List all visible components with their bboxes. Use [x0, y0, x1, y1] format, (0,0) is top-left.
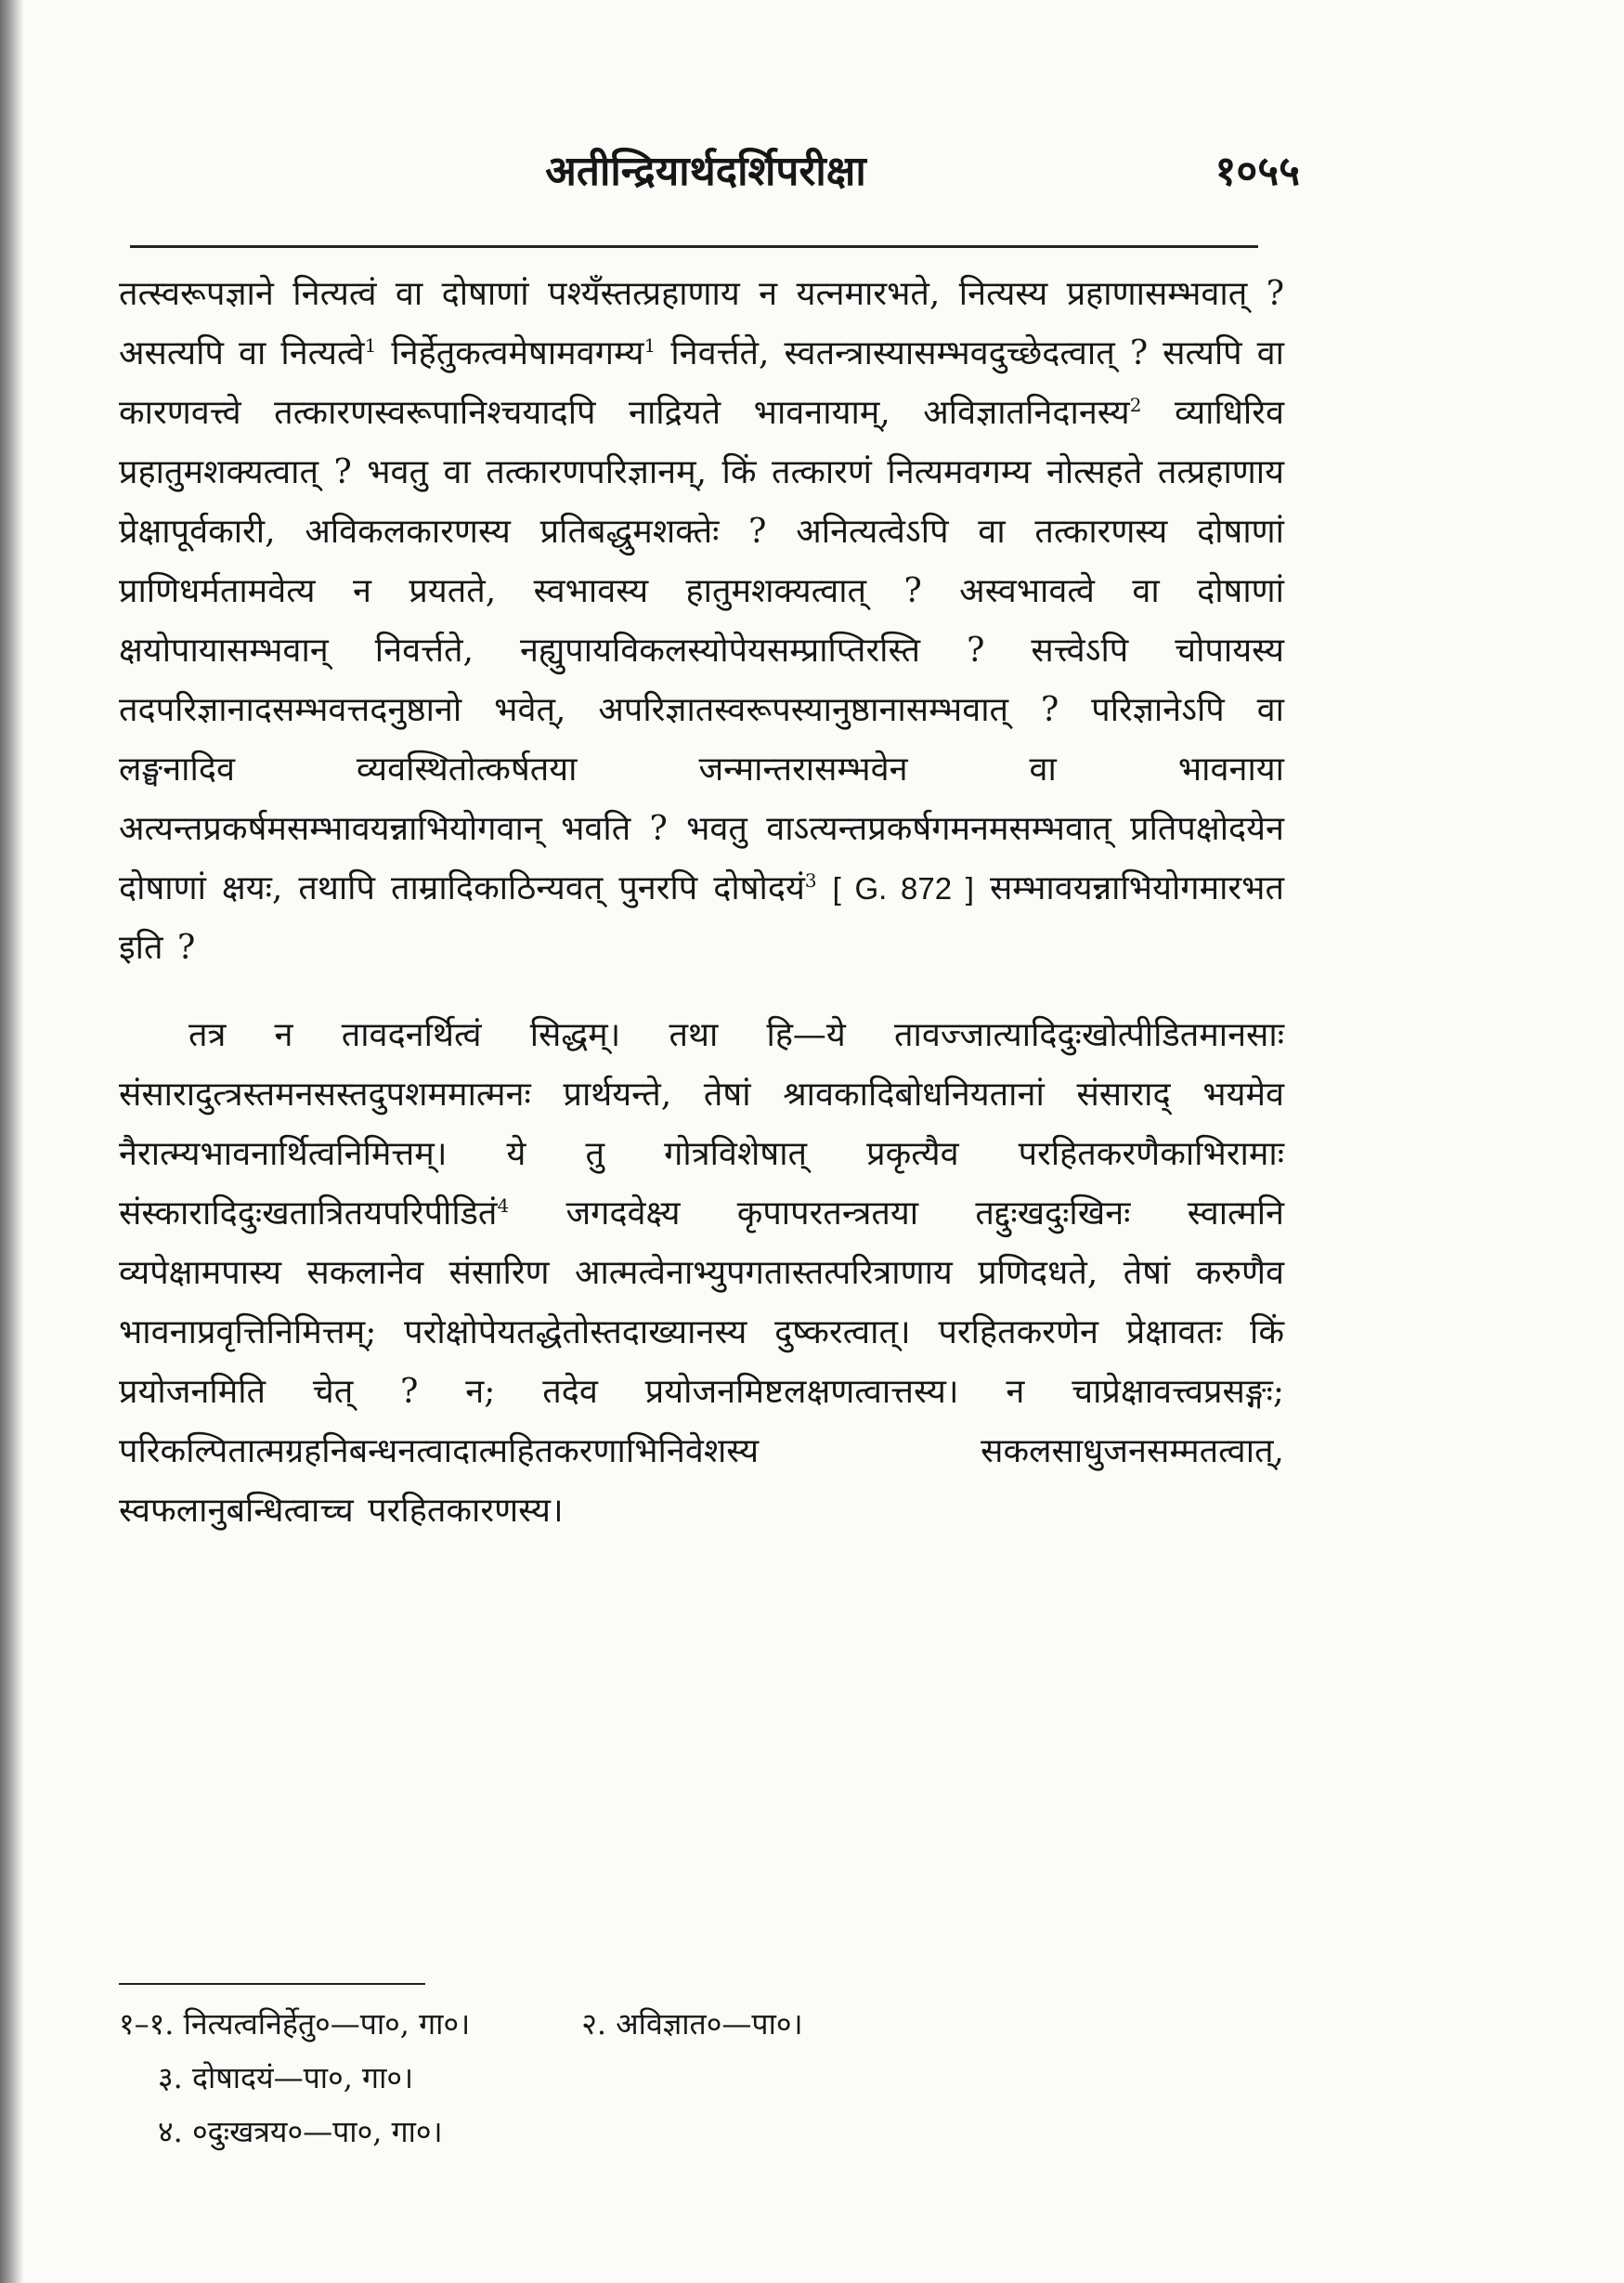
text-run: जगदवेक्ष्य कृपापरतन्त्रतया तद्दुःखदुःखिनः स्वात्मनि व्यपेक्षामपास्य सकलानेव संसारिण आत्मत्वेनाभ्युपगतास्तत्परित्राणाय प्रणिदधते, तेषां करुणैव भावनाप्रवृत्तिनिमित्तम्; परोक्षोपेयतद्धेतोस्तदाख्यानस्य दुष्करत्वात्। परहितकरणेन प्रेक्षावतः किं प्रयोजनमिति चेत् ? न; तदेव प्रयोजनमिष्टलक्षणत्वात्तस्य। न चाप्रेक्षावत्त्वप्रसङ्गः; परिकल्पितात्मग्रहनिबन्धनत्वादात्महितकरणाभिनिवेशस्य सकलसाधुजनसम्मतत्वात्, स्वफलानुबन्धित्वाच्च परहितकारणस्य। — [119, 1194, 1284, 1530]
gbook-page-reference: [ G. 872 ] — [832, 871, 974, 906]
text-run: सम्भावयन्नाभियोगमारभत इति ? — [119, 869, 1284, 967]
footnote-row — [119, 2105, 1140, 2159]
footnote-4: ४. ०दुःखत्रय०—पा०, गा०। — [158, 2114, 443, 2149]
header-rule — [130, 245, 1258, 248]
footnote-3: ३. दोषादयं—पा०, गा०। — [158, 2060, 414, 2095]
footnote-rule — [119, 1983, 425, 1985]
text-run: व्याधिरिव प्रहातुमशक्यत्वात् ? भवतु वा तत्कारणपरिज्ञानम्, किं तत्कारणं नित्यमवगम्य नोत्सहते तत्प्रहाणाय प्रेक्षापूर्वकारी, अविकलकारणस्य प्रतिबद्धुमशक्तेः ? अनित्यत्वेऽपि वा तत्कारणस्य दोषाणां प्राणिधर्मतामवेत्य न प्रयतते, स्वभावस्य हातुमशक्यत्वात् ? अस्वभावत्वे वा दोषाणां क्षयोपायासम्भवान् निवर्त्तते, नह्युपायविकलस्योपेयसम्प्राप्तिरस्ति ? सत्त्वेऽपि चोपायस्य तदपरिज्ञानादसम्भवत्तदनुष्ठानो भवेत्, अपरिज्ञातस्वरूपस्यानुष्ठानासम्भवात् ? परिज्ञानेऽपि वा लङ्घनादिव व्यवस्थितोत्कर्षतया जन्मान्तरासम्भवेन वा भावनाया अत्यन्तप्रकर्षमसम्भावयन्नाभियोगवान् भवति ? भवतु वाऽत्यन्तप्रकर्षगमनमसम्भवात् प्रतिपक्षोदयेन दोषाणां क्षयः, तथापि ताम्रादिकाठिन्यवत् पुनरपि दोषोदयं — [119, 394, 1284, 907]
footnote-marker: 1 — [643, 334, 656, 357]
text-run: निर्हेतुकत्वमेषामवगम्य — [376, 334, 644, 372]
footnote-row — [119, 2051, 1140, 2105]
text-run: तत्स्वरूपज्ञाने नित्यत्वं वा दोषाणां पश्यँस्तत्प्रहाणाय न यत्नमारभते, नित्यस्य प्रहाणासम्भवात् ? असत्यपि वा नित्यत्वे — [119, 275, 1284, 372]
binding-edge — [0, 0, 24, 2283]
footnote-1: १–१. नित्यत्वनिर्हेतु०—पा०, गा०। — [119, 2006, 471, 2042]
body-text — [119, 265, 1284, 1541]
paragraph-1 — [119, 265, 1284, 978]
footnote-2: २. अविज्ञात०—पा०। — [581, 2006, 803, 2042]
running-title: अतीन्द्रियार्थदर्शिपरीक्षा — [545, 148, 866, 195]
text-run: निवर्त्तते, स्वतन्त्रास्यासम्भवदुच्छेदत्वात् ? सत्यपि वा कारणवत्त्वे तत्कारणस्वरूपानिश्चयादपि नाद्रियते भावनायाम्, अविज्ञातनिदानस्य — [119, 334, 1284, 432]
footnote-row — [119, 1997, 1140, 2051]
text-run: तत्र न तावदनर्थित्वं सिद्धम्। तथा हि—ये तावज्जात्यादिदुःखोत्पीडितमानसाः संसारादुत्त्रस्तमनसस्तदुपशममात्मनः प्रार्थयन्ते, तेषां श्रावकादिबोधनियतानां संसाराद् भयमेव नैरात्म्यभावनार्थित्वनिमित्तम्। ये तु गोत्रविशेषात् प्रकृत्यैव परहितकरणैकाभिरामाः संस्कारादिदुःखतात्रितयपरिपीडितं — [119, 1016, 1284, 1233]
footnote-marker: 4 — [497, 1194, 510, 1217]
page-number: १०५५ — [1215, 148, 1300, 195]
footnote-marker: 3 — [804, 869, 817, 892]
page-header — [130, 139, 1300, 204]
footnote-marker: 1 — [364, 334, 377, 357]
footnotes — [119, 1997, 1140, 2159]
footnote-marker: 2 — [1129, 394, 1142, 416]
paragraph-2 — [119, 1006, 1284, 1541]
